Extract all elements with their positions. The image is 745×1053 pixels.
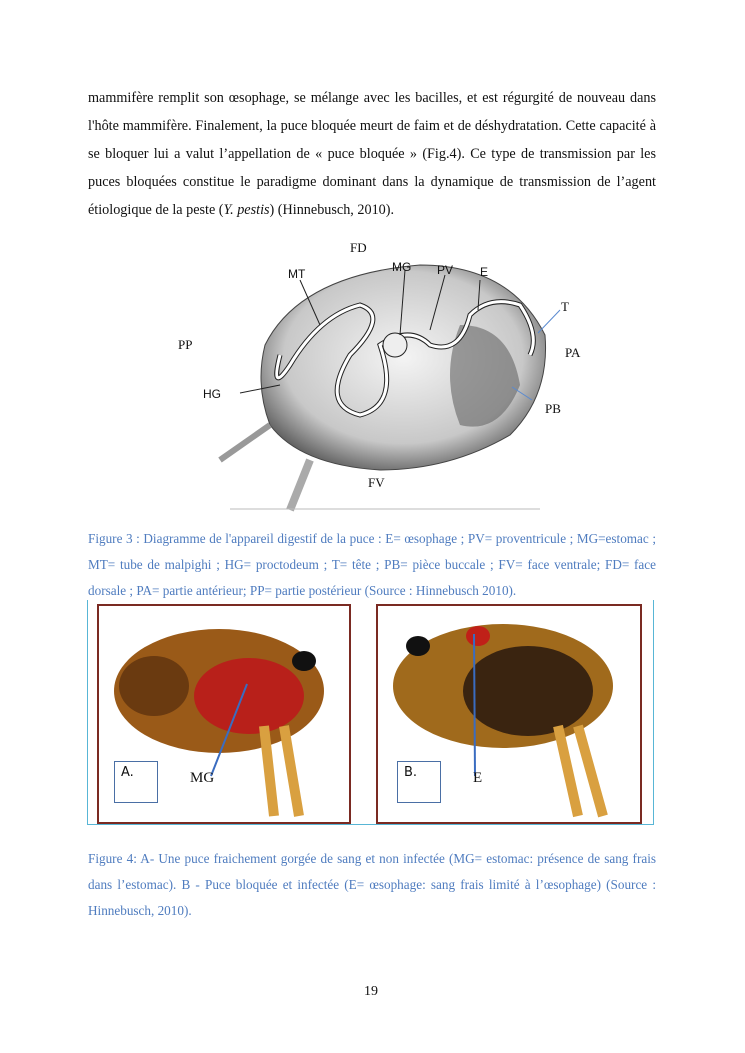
figure-3-digestive-diagram	[160, 235, 580, 515]
label-fv: FV	[368, 475, 385, 490]
label-pb: PB	[545, 401, 561, 416]
figure-3-caption: Figure 3 : Diagramme de l'appareil digestif de la puce : E= œsophage ; PV= proventricule ; MG=estomac ; MT= tube de malpighi ; HG= proctodeum ; T= tête ; PB= pièce buccale ; FV= face ventrale; FD= face dorsale ; PA= partie antérieur; PP= partie postérieur (Source : Hinnebusch 2010).	[88, 531, 656, 598]
paragraph-text: mammifère remplit son œsophage, se mélange avec les bacilles, et est régurgité de nouveau dans l'hôte mammifère. Finalement, la puce bloquée meurt de faim et de déshydratation. Cette capacité à se bloquer lui a valut l’appellation de « puce bloquée » (Fig.4). Ce type de transmission par les puces bloquées constitue le paradigme dominant dans la dynamique de transmission de l’agent étiologique de la peste (	[88, 90, 656, 218]
flea-diagram-drawing	[160, 235, 580, 515]
label-pv: PV	[437, 263, 454, 277]
paragraph-text-end: ) (Hinnebusch, 2010).	[269, 202, 395, 218]
figure-4-caption: Figure 4: A- Une puce fraichement gorgée de sang et non infectée (MG= estomac: présence de sang frais dans l’estomac). B - Puce bloquée et infectée (E= œsophage: sang frais limité à l’œsophage) (Source : Hinnebusch, 2010).	[88, 851, 656, 918]
panel-b-tag-text: B.	[404, 765, 418, 780]
label-t: T	[561, 299, 569, 314]
label-mt: MT	[288, 267, 306, 281]
panel-a-arrow-label: MG	[190, 770, 215, 786]
label-mg: MG	[392, 260, 412, 274]
page-number: 19	[364, 984, 378, 999]
label-fd: FD	[350, 240, 367, 255]
species-name: Y. pestis	[223, 202, 270, 218]
label-pp: PP	[178, 337, 193, 352]
label-hg: HG	[203, 387, 221, 401]
label-pa: PA	[565, 345, 581, 360]
label-e: E	[480, 265, 489, 279]
panel-a-tag	[114, 761, 158, 803]
panel-b-arrow-label: E	[473, 770, 483, 786]
panel-a-tag-text: A.	[121, 765, 134, 780]
body-paragraph	[88, 84, 656, 224]
panel-b-tag	[397, 761, 441, 803]
